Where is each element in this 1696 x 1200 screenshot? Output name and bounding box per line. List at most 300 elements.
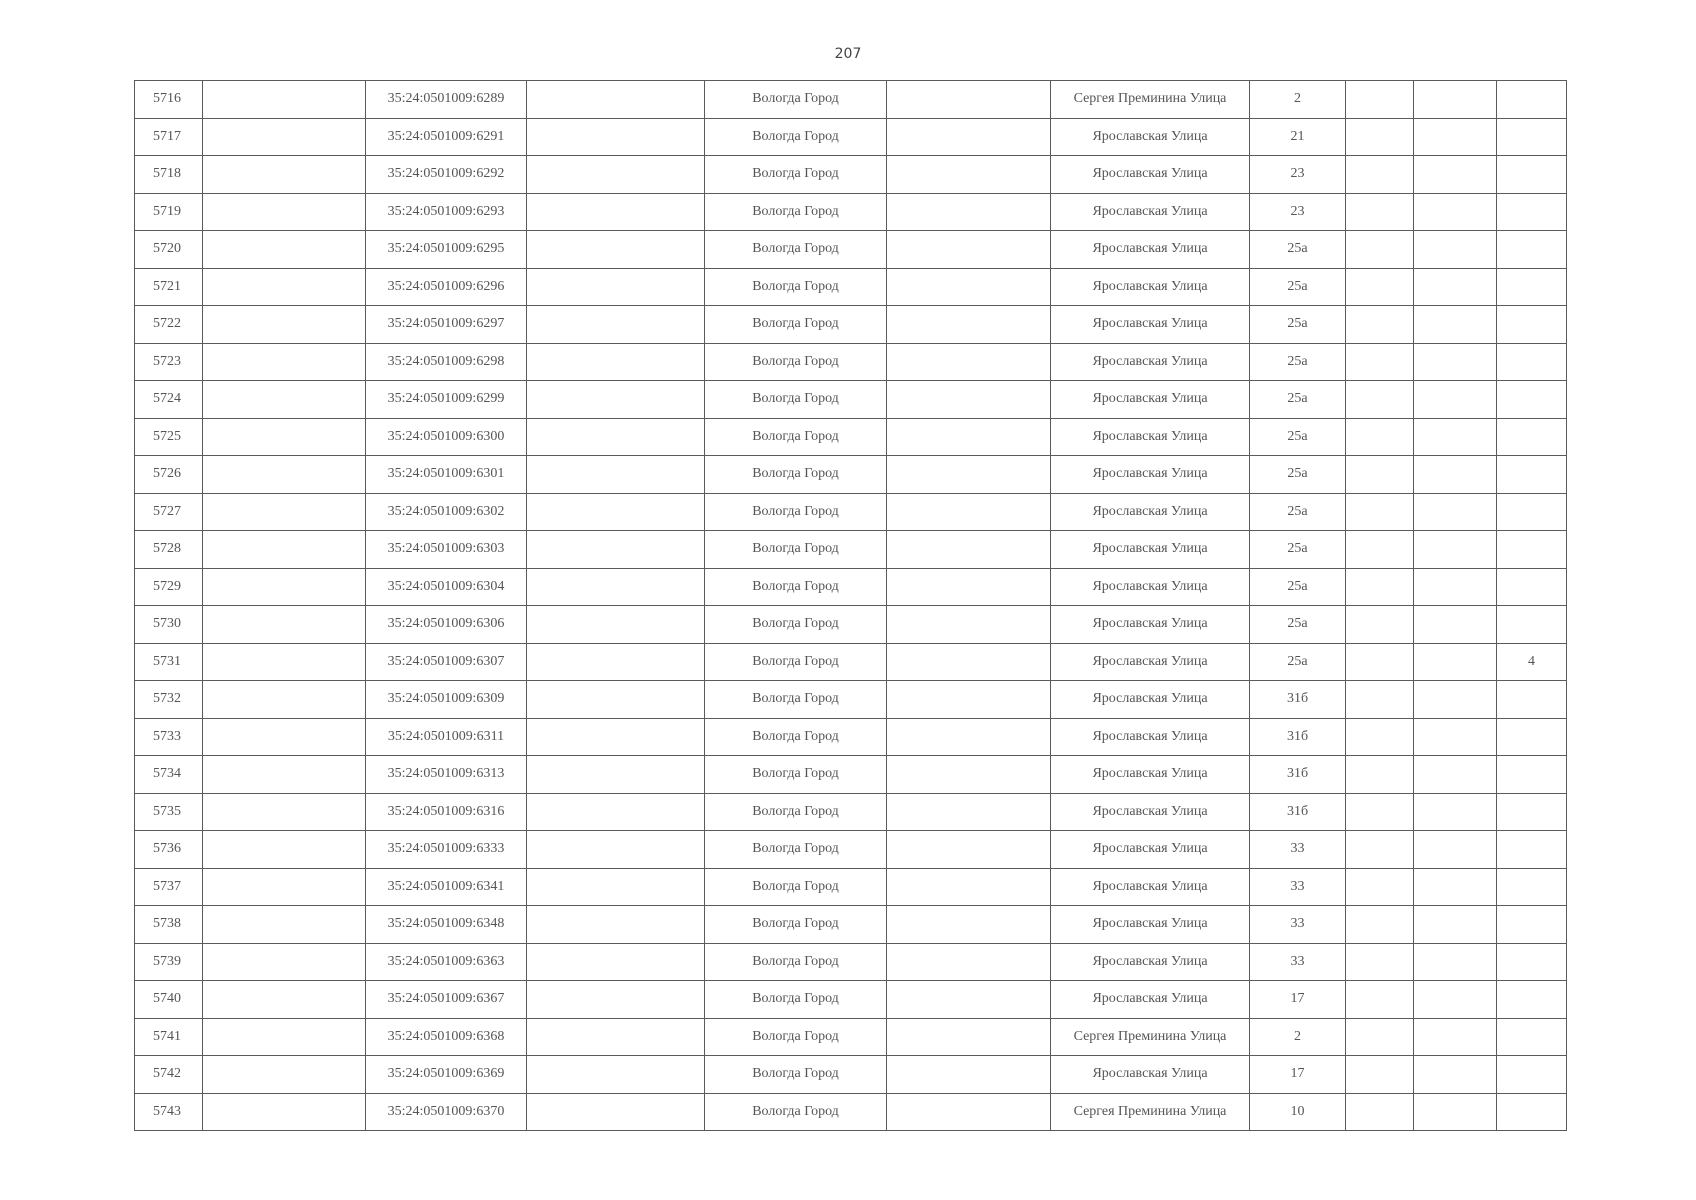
house-number-cell: 17	[1250, 1056, 1346, 1094]
empty-cell	[527, 531, 705, 569]
page-number: 207	[834, 46, 862, 62]
empty-cell	[1346, 1093, 1414, 1131]
row-number-cell: 5725	[135, 418, 203, 456]
empty-cell	[527, 306, 705, 344]
house-number-cell: 25а	[1250, 418, 1346, 456]
city-cell: Вологда Город	[705, 343, 887, 381]
extra-value-cell	[1497, 1018, 1567, 1056]
cadastral-number-cell: 35:24:0501009:6368	[366, 1018, 527, 1056]
row-number-cell: 5733	[135, 718, 203, 756]
table-row	[135, 156, 1567, 194]
extra-value-cell	[1497, 943, 1567, 981]
row-number-cell: 5722	[135, 306, 203, 344]
empty-cell	[1346, 81, 1414, 119]
row-number-cell: 5734	[135, 756, 203, 794]
empty-cell	[1414, 156, 1497, 194]
empty-cell	[887, 681, 1051, 719]
empty-cell	[1414, 1056, 1497, 1094]
empty-cell	[1346, 456, 1414, 494]
empty-cell	[887, 231, 1051, 269]
row-number-cell: 5737	[135, 868, 203, 906]
row-number-cell: 5730	[135, 606, 203, 644]
street-cell: Ярославская Улица	[1051, 756, 1250, 794]
cadastral-number-cell: 35:24:0501009:6309	[366, 681, 527, 719]
empty-cell	[203, 81, 366, 119]
empty-cell	[1346, 981, 1414, 1019]
cadastral-number-cell: 35:24:0501009:6293	[366, 193, 527, 231]
extra-value-cell	[1497, 1056, 1567, 1094]
empty-cell	[203, 456, 366, 494]
empty-cell	[1346, 343, 1414, 381]
house-number-cell: 17	[1250, 981, 1346, 1019]
street-cell: Ярославская Улица	[1051, 418, 1250, 456]
house-number-cell: 33	[1250, 906, 1346, 944]
city-cell: Вологда Город	[705, 718, 887, 756]
cadastral-number-cell: 35:24:0501009:6363	[366, 943, 527, 981]
empty-cell	[1414, 756, 1497, 794]
empty-cell	[203, 568, 366, 606]
empty-cell	[1414, 868, 1497, 906]
row-number-cell: 5721	[135, 268, 203, 306]
row-number-cell: 5728	[135, 531, 203, 569]
extra-value-cell: 4	[1497, 643, 1567, 681]
extra-value-cell	[1497, 531, 1567, 569]
empty-cell	[887, 493, 1051, 531]
city-cell: Вологда Город	[705, 531, 887, 569]
row-number-cell: 5726	[135, 456, 203, 494]
extra-value-cell	[1497, 681, 1567, 719]
house-number-cell: 25а	[1250, 568, 1346, 606]
empty-cell	[203, 156, 366, 194]
empty-cell	[1414, 306, 1497, 344]
street-cell: Ярославская Улица	[1051, 606, 1250, 644]
empty-cell	[1346, 268, 1414, 306]
row-number-cell: 5741	[135, 1018, 203, 1056]
empty-cell	[1414, 606, 1497, 644]
empty-cell	[887, 906, 1051, 944]
empty-cell	[1346, 493, 1414, 531]
empty-cell	[887, 793, 1051, 831]
empty-cell	[1346, 118, 1414, 156]
extra-value-cell	[1497, 118, 1567, 156]
empty-cell	[527, 456, 705, 494]
cadastral-number-cell: 35:24:0501009:6333	[366, 831, 527, 869]
house-number-cell: 2	[1250, 81, 1346, 119]
table-row	[135, 793, 1567, 831]
empty-cell	[527, 643, 705, 681]
street-cell: Ярославская Улица	[1051, 831, 1250, 869]
extra-value-cell	[1497, 418, 1567, 456]
empty-cell	[1346, 193, 1414, 231]
table-row	[135, 1056, 1567, 1094]
cadastral-number-cell: 35:24:0501009:6300	[366, 418, 527, 456]
empty-cell	[1414, 718, 1497, 756]
extra-value-cell	[1497, 718, 1567, 756]
street-cell: Сергея Преминина Улица	[1051, 1093, 1250, 1131]
empty-cell	[887, 831, 1051, 869]
street-cell: Ярославская Улица	[1051, 981, 1250, 1019]
empty-cell	[1414, 681, 1497, 719]
empty-cell	[1346, 906, 1414, 944]
cadastral-number-cell: 35:24:0501009:6298	[366, 343, 527, 381]
empty-cell	[887, 156, 1051, 194]
empty-cell	[1346, 1056, 1414, 1094]
empty-cell	[1414, 643, 1497, 681]
empty-cell	[1346, 156, 1414, 194]
table-row	[135, 81, 1567, 119]
table-row	[135, 868, 1567, 906]
table-row	[135, 118, 1567, 156]
empty-cell	[527, 1056, 705, 1094]
table-row	[135, 381, 1567, 419]
cadastral-number-cell: 35:24:0501009:6311	[366, 718, 527, 756]
city-cell: Вологда Город	[705, 868, 887, 906]
empty-cell	[1414, 268, 1497, 306]
empty-cell	[1346, 606, 1414, 644]
street-cell: Ярославская Улица	[1051, 306, 1250, 344]
empty-cell	[1414, 981, 1497, 1019]
cadastral-number-cell: 35:24:0501009:6306	[366, 606, 527, 644]
registry-table-body	[135, 81, 1567, 1131]
empty-cell	[1346, 231, 1414, 269]
city-cell: Вологда Город	[705, 681, 887, 719]
street-cell: Сергея Преминина Улица	[1051, 81, 1250, 119]
empty-cell	[527, 118, 705, 156]
extra-value-cell	[1497, 568, 1567, 606]
row-number-cell: 5740	[135, 981, 203, 1019]
city-cell: Вологда Город	[705, 381, 887, 419]
table-row	[135, 456, 1567, 494]
street-cell: Ярославская Улица	[1051, 343, 1250, 381]
extra-value-cell	[1497, 306, 1567, 344]
table-row	[135, 531, 1567, 569]
empty-cell	[527, 981, 705, 1019]
empty-cell	[527, 231, 705, 269]
empty-cell	[887, 381, 1051, 419]
city-cell: Вологда Город	[705, 1056, 887, 1094]
empty-cell	[1346, 756, 1414, 794]
street-cell: Ярославская Улица	[1051, 1056, 1250, 1094]
cadastral-number-cell: 35:24:0501009:6313	[366, 756, 527, 794]
empty-cell	[887, 268, 1051, 306]
cadastral-number-cell: 35:24:0501009:6301	[366, 456, 527, 494]
empty-cell	[1414, 1093, 1497, 1131]
empty-cell	[203, 306, 366, 344]
city-cell: Вологда Город	[705, 456, 887, 494]
empty-cell	[527, 156, 705, 194]
row-number-cell: 5743	[135, 1093, 203, 1131]
cadastral-number-cell: 35:24:0501009:6304	[366, 568, 527, 606]
row-number-cell: 5720	[135, 231, 203, 269]
cadastral-number-cell: 35:24:0501009:6299	[366, 381, 527, 419]
house-number-cell: 25а	[1250, 343, 1346, 381]
empty-cell	[887, 568, 1051, 606]
table-row	[135, 756, 1567, 794]
city-cell: Вологда Город	[705, 606, 887, 644]
empty-cell	[887, 1056, 1051, 1094]
table-row	[135, 831, 1567, 869]
row-number-cell: 5732	[135, 681, 203, 719]
empty-cell	[527, 493, 705, 531]
empty-cell	[527, 568, 705, 606]
empty-cell	[1414, 81, 1497, 119]
empty-cell	[887, 1018, 1051, 1056]
empty-cell	[1414, 343, 1497, 381]
house-number-cell: 21	[1250, 118, 1346, 156]
house-number-cell: 25а	[1250, 643, 1346, 681]
cadastral-number-cell: 35:24:0501009:6292	[366, 156, 527, 194]
cadastral-number-cell: 35:24:0501009:6291	[366, 118, 527, 156]
city-cell: Вологда Город	[705, 493, 887, 531]
empty-cell	[203, 793, 366, 831]
city-cell: Вологда Город	[705, 418, 887, 456]
row-number-cell: 5736	[135, 831, 203, 869]
table-row	[135, 193, 1567, 231]
empty-cell	[527, 718, 705, 756]
table-row	[135, 418, 1567, 456]
extra-value-cell	[1497, 343, 1567, 381]
empty-cell	[527, 793, 705, 831]
city-cell: Вологда Город	[705, 81, 887, 119]
row-number-cell: 5727	[135, 493, 203, 531]
table-row	[135, 268, 1567, 306]
empty-cell	[1346, 381, 1414, 419]
table-row	[135, 906, 1567, 944]
row-number-cell: 5735	[135, 793, 203, 831]
cadastral-number-cell: 35:24:0501009:6341	[366, 868, 527, 906]
table-row	[135, 681, 1567, 719]
house-number-cell: 25а	[1250, 531, 1346, 569]
house-number-cell: 10	[1250, 1093, 1346, 1131]
house-number-cell: 25а	[1250, 381, 1346, 419]
empty-cell	[1414, 381, 1497, 419]
street-cell: Ярославская Улица	[1051, 568, 1250, 606]
empty-cell	[527, 343, 705, 381]
house-number-cell: 25а	[1250, 606, 1346, 644]
city-cell: Вологда Город	[705, 906, 887, 944]
empty-cell	[527, 831, 705, 869]
house-number-cell: 31б	[1250, 756, 1346, 794]
empty-cell	[1346, 718, 1414, 756]
street-cell: Ярославская Улица	[1051, 943, 1250, 981]
row-number-cell: 5738	[135, 906, 203, 944]
extra-value-cell	[1497, 456, 1567, 494]
empty-cell	[203, 343, 366, 381]
empty-cell	[203, 1093, 366, 1131]
extra-value-cell	[1497, 81, 1567, 119]
empty-cell	[1414, 231, 1497, 269]
table-row	[135, 231, 1567, 269]
empty-cell	[203, 943, 366, 981]
empty-cell	[1414, 943, 1497, 981]
extra-value-cell	[1497, 831, 1567, 869]
empty-cell	[887, 343, 1051, 381]
table-row	[135, 643, 1567, 681]
extra-value-cell	[1497, 793, 1567, 831]
empty-cell	[203, 831, 366, 869]
street-cell: Ярославская Улица	[1051, 906, 1250, 944]
extra-value-cell	[1497, 231, 1567, 269]
empty-cell	[527, 81, 705, 119]
street-cell: Ярославская Улица	[1051, 381, 1250, 419]
street-cell: Ярославская Улица	[1051, 793, 1250, 831]
row-number-cell: 5719	[135, 193, 203, 231]
cadastral-number-cell: 35:24:0501009:6295	[366, 231, 527, 269]
empty-cell	[527, 943, 705, 981]
street-cell: Ярославская Улица	[1051, 718, 1250, 756]
empty-cell	[527, 681, 705, 719]
city-cell: Вологда Город	[705, 1018, 887, 1056]
row-number-cell: 5716	[135, 81, 203, 119]
cadastral-number-cell: 35:24:0501009:6369	[366, 1056, 527, 1094]
row-number-cell: 5742	[135, 1056, 203, 1094]
street-cell: Ярославская Улица	[1051, 268, 1250, 306]
table-row	[135, 568, 1567, 606]
house-number-cell: 31б	[1250, 681, 1346, 719]
empty-cell	[203, 118, 366, 156]
row-number-cell: 5729	[135, 568, 203, 606]
empty-cell	[203, 718, 366, 756]
empty-cell	[527, 756, 705, 794]
empty-cell	[203, 1056, 366, 1094]
extra-value-cell	[1497, 756, 1567, 794]
house-number-cell: 25а	[1250, 268, 1346, 306]
extra-value-cell	[1497, 868, 1567, 906]
cadastral-number-cell: 35:24:0501009:6348	[366, 906, 527, 944]
table-row	[135, 493, 1567, 531]
city-cell: Вологда Город	[705, 643, 887, 681]
house-number-cell: 23	[1250, 156, 1346, 194]
row-number-cell: 5723	[135, 343, 203, 381]
empty-cell	[887, 456, 1051, 494]
empty-cell	[203, 231, 366, 269]
city-cell: Вологда Город	[705, 193, 887, 231]
extra-value-cell	[1497, 1093, 1567, 1131]
empty-cell	[527, 606, 705, 644]
street-cell: Ярославская Улица	[1051, 456, 1250, 494]
empty-cell	[1346, 1018, 1414, 1056]
empty-cell	[1346, 681, 1414, 719]
street-cell: Ярославская Улица	[1051, 156, 1250, 194]
empty-cell	[887, 81, 1051, 119]
extra-value-cell	[1497, 493, 1567, 531]
empty-cell	[203, 756, 366, 794]
street-cell: Ярославская Улица	[1051, 681, 1250, 719]
empty-cell	[1346, 868, 1414, 906]
empty-cell	[527, 418, 705, 456]
empty-cell	[203, 381, 366, 419]
street-cell: Сергея Преминина Улица	[1051, 1018, 1250, 1056]
extra-value-cell	[1497, 906, 1567, 944]
registry-table	[134, 80, 1567, 1131]
table-row	[135, 606, 1567, 644]
empty-cell	[1346, 943, 1414, 981]
empty-cell	[1414, 568, 1497, 606]
empty-cell	[1414, 906, 1497, 944]
city-cell: Вологда Город	[705, 756, 887, 794]
table-row	[135, 306, 1567, 344]
table-row	[135, 981, 1567, 1019]
house-number-cell: 25а	[1250, 306, 1346, 344]
city-cell: Вологда Город	[705, 831, 887, 869]
house-number-cell: 23	[1250, 193, 1346, 231]
street-cell: Ярославская Улица	[1051, 193, 1250, 231]
house-number-cell: 25а	[1250, 456, 1346, 494]
cadastral-number-cell: 35:24:0501009:6307	[366, 643, 527, 681]
empty-cell	[527, 868, 705, 906]
city-cell: Вологда Город	[705, 306, 887, 344]
house-number-cell: 2	[1250, 1018, 1346, 1056]
city-cell: Вологда Город	[705, 1093, 887, 1131]
city-cell: Вологда Город	[705, 568, 887, 606]
empty-cell	[887, 531, 1051, 569]
empty-cell	[1414, 418, 1497, 456]
empty-cell	[203, 1018, 366, 1056]
city-cell: Вологда Город	[705, 156, 887, 194]
empty-cell	[887, 118, 1051, 156]
empty-cell	[1414, 493, 1497, 531]
city-cell: Вологда Город	[705, 793, 887, 831]
empty-cell	[887, 868, 1051, 906]
empty-cell	[887, 943, 1051, 981]
table-row	[135, 1018, 1567, 1056]
city-cell: Вологда Город	[705, 943, 887, 981]
empty-cell	[527, 268, 705, 306]
table-row	[135, 718, 1567, 756]
row-number-cell: 5739	[135, 943, 203, 981]
empty-cell	[1414, 456, 1497, 494]
empty-cell	[1346, 643, 1414, 681]
empty-cell	[203, 193, 366, 231]
extra-value-cell	[1497, 381, 1567, 419]
empty-cell	[203, 981, 366, 1019]
empty-cell	[887, 418, 1051, 456]
street-cell: Ярославская Улица	[1051, 231, 1250, 269]
empty-cell	[203, 681, 366, 719]
row-number-cell: 5731	[135, 643, 203, 681]
empty-cell	[203, 868, 366, 906]
empty-cell	[203, 531, 366, 569]
empty-cell	[527, 1018, 705, 1056]
empty-cell	[527, 193, 705, 231]
street-cell: Ярославская Улица	[1051, 118, 1250, 156]
cadastral-number-cell: 35:24:0501009:6367	[366, 981, 527, 1019]
city-cell: Вологда Город	[705, 118, 887, 156]
empty-cell	[1414, 793, 1497, 831]
empty-cell	[887, 981, 1051, 1019]
empty-cell	[1414, 118, 1497, 156]
cadastral-number-cell: 35:24:0501009:6296	[366, 268, 527, 306]
street-cell: Ярославская Улица	[1051, 868, 1250, 906]
row-number-cell: 5718	[135, 156, 203, 194]
row-number-cell: 5724	[135, 381, 203, 419]
empty-cell	[1346, 793, 1414, 831]
extra-value-cell	[1497, 981, 1567, 1019]
empty-cell	[1346, 831, 1414, 869]
table-row	[135, 943, 1567, 981]
table-row	[135, 343, 1567, 381]
empty-cell	[203, 906, 366, 944]
empty-cell	[527, 381, 705, 419]
empty-cell	[887, 718, 1051, 756]
house-number-cell: 33	[1250, 943, 1346, 981]
house-number-cell: 33	[1250, 868, 1346, 906]
house-number-cell: 25а	[1250, 231, 1346, 269]
empty-cell	[887, 306, 1051, 344]
empty-cell	[203, 493, 366, 531]
empty-cell	[887, 643, 1051, 681]
empty-cell	[1346, 531, 1414, 569]
